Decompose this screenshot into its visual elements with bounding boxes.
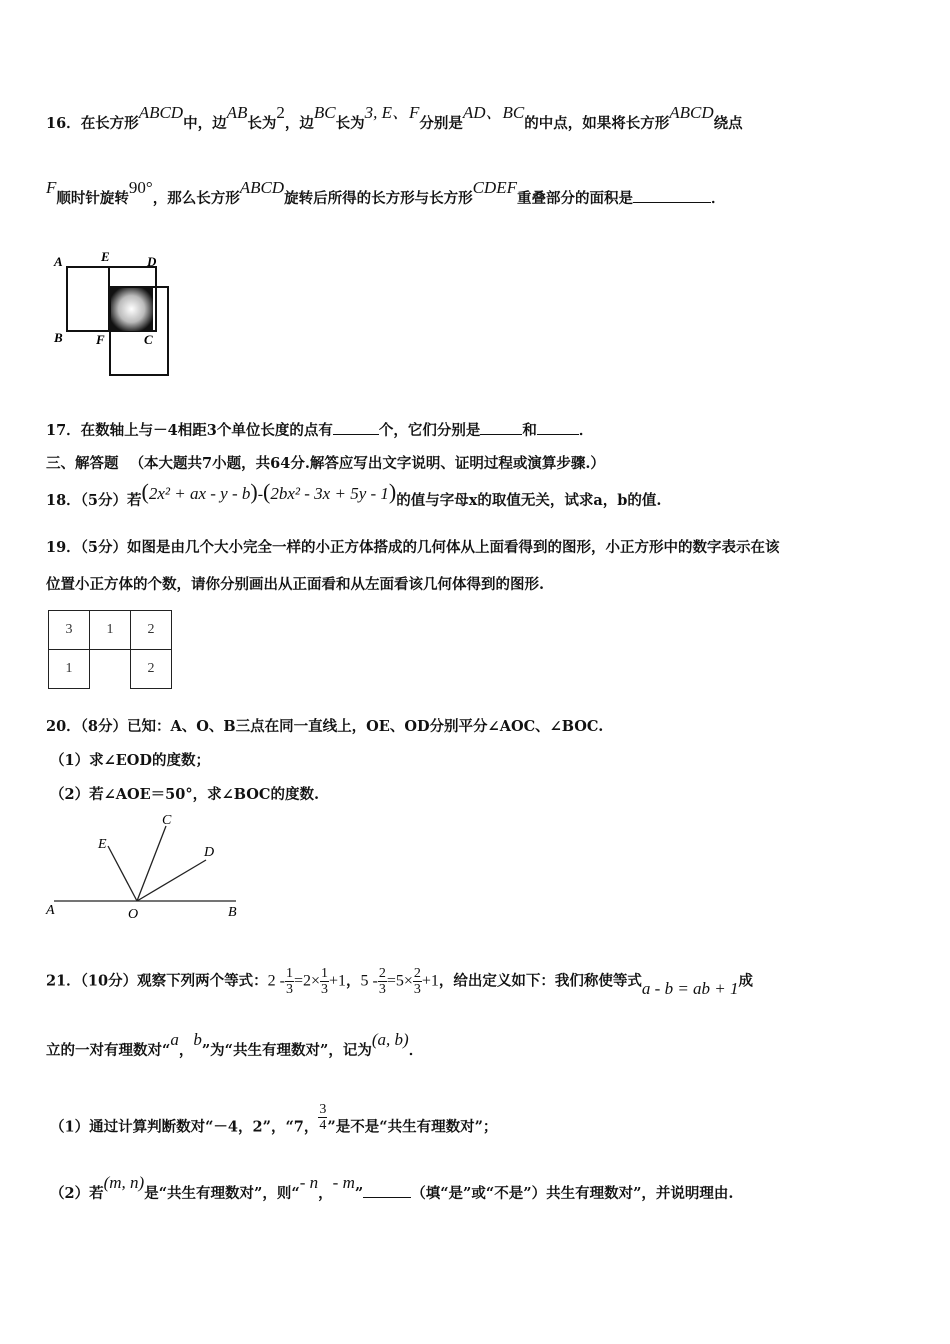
frac-den: 4 [319,1118,327,1133]
label-O: O [128,907,139,922]
frac-den: 3 [285,982,293,997]
q16-number: 16． [46,115,81,132]
math-F: F [46,178,57,197]
grid-cell: 3 [49,611,90,650]
q21-text: ． [408,1042,424,1059]
answer-blank [633,188,711,203]
answer-blank [333,420,379,435]
math-neg-n: - n [299,1173,319,1192]
q19-line2: 位置小正方体的个数，请你分别画出从正面看和从左面看该几何体得到的图形. [46,576,545,593]
grid-cell: 1 [90,611,131,650]
math-mn-pair: (m, n) [103,1173,145,1192]
label-B: B [54,330,63,345]
q21-text: （1）通过计算判断数对“－4，2”，“7， [50,1118,319,1136]
q16-text: ． [710,190,726,207]
q21-text: ， [318,1185,333,1202]
q16-text: ，边 [284,115,314,132]
q16-text: 旋转后所得的长方形与长方形 [284,190,473,207]
q21-line2 [46,1030,424,1061]
frac-num: 1 [320,966,328,981]
grid-row [49,650,172,689]
frac-den: 3 [413,982,421,997]
overlap-shaded-region [110,287,153,331]
frac-num: 2 [413,966,421,981]
label-A: A [54,254,63,269]
q17-text: 和 [522,422,537,439]
math-ADBC: AD、BC [462,103,525,122]
q18-suffix: 的值与字母x的取值无关，试求a，b的值. [396,492,662,509]
q19-line1: 19．（5分）如图是由几个大小完全一样的小正方体搭成的几何体从上面看得到的图形，小正方形中的数字表示在该 [46,539,780,556]
q20-line3: （2）若∠AOE＝50°，求∠BOC的度数. [50,786,319,803]
q21-text: ”为“共生有理数对”，记为 [201,1042,372,1059]
q20-line2: （1）求∠EOD的度数； [50,752,210,769]
eq2-part: +1 [421,972,439,990]
q21-text: 成 [738,972,754,990]
q16-line2 [46,178,726,209]
math-neg-m: - m [332,1173,355,1192]
math-BC: BC [313,103,336,122]
q21-line1 [46,966,753,997]
q18-expr1: 2x² + ax - y - b [148,484,251,503]
q16-text: 绕点 [713,115,743,132]
math-AB: AB [226,103,248,122]
answer-blank [537,420,579,435]
label-C: C [162,813,172,828]
eq1-part: +1 [328,972,347,990]
q16-text: 分别是 [419,115,463,132]
q21-text: （2）若 [50,1185,104,1202]
frac-num: 2 [378,966,386,981]
math-ABCD: ABCD [669,103,714,122]
math-ab-pair: (a, b) [371,1030,409,1049]
q16-text: 的中点，如果将长方形 [524,115,670,132]
answer-blank [480,420,522,435]
math-definition: a - b = ab + 1 [641,978,739,998]
fraction-2-3 [378,966,387,997]
math-ABCD: ABCD [239,178,285,197]
grid-cell: 2 [131,650,172,689]
grid-row [49,611,172,650]
label-D: D [147,254,157,269]
eq2-part: =5× [386,972,413,990]
ray-OE [108,846,137,901]
grid-cell: 2 [131,611,172,650]
q20-line1: 20．（8分）已知：A、O、B三点在同一直线上，OE、OD分别平分∠AOC、∠BOC. [46,718,604,735]
answer-blank [363,1183,411,1198]
q21-text: ，给出定义如下：我们称使等式 [438,972,642,990]
fraction-2-3 [413,966,422,997]
q17-text: 17．在数轴上与－4相距3个单位长度的点有 [46,422,333,439]
q18-line: 18．（5分）若(2x² + ax - y - b)-(2bx² - 3x + 5y - 1)的值与字母x的取值无关，试求a，b的值. [46,479,662,509]
section3-heading [46,454,605,474]
q21-part1 [50,1102,498,1143]
q18-minus: - [257,486,264,503]
q17-text: 个，它们分别是 [378,422,481,439]
label-E: E [101,249,110,264]
ray-OC [137,826,166,901]
comma: ， [346,972,361,990]
q16-text: 顺时针旋转 [56,190,129,207]
q16-rectangle-figure [44,248,179,382]
q21-text: ”是不是“共生有理数对”； [327,1118,498,1136]
q20-angle-figure [40,810,250,925]
q21-text: 立的一对有理数对“ [46,1042,171,1059]
section-title: 三、解答题 [46,455,119,472]
q16-line1 [46,103,743,134]
math-CDEF: CDEF [472,178,517,197]
label-C: C [144,332,153,347]
section-desc: （本大题共7小题，共64分.解答应写出文字说明、证明过程或演算步骤.） [129,455,605,472]
ray-OD [137,860,206,901]
label-D: D [204,845,215,860]
math-ABCD: ABCD [138,103,184,122]
top-view-grid [48,610,172,689]
math-3EF: 3, E、F [364,103,420,122]
label-B: B [228,905,237,920]
q21-text: ， [178,1042,194,1059]
frac-num: 3 [319,1102,327,1117]
grid-cell-empty [90,650,131,689]
q21-prefix: 21．（10分）观察下列两个等式： [46,972,268,990]
math-a: a [170,1030,179,1049]
eq1-part: 2 - [267,972,285,990]
q18-expr2: 2bx² - 3x + 5y - 1 [270,484,389,503]
q21-part2 [50,1173,734,1204]
math-b: b [193,1030,202,1049]
label-F: F [96,332,105,347]
q16-text: 长为 [247,115,277,132]
q16-text: 中，边 [183,115,227,132]
frac-den: 3 [320,982,328,997]
q16-text: 长为 [335,115,365,132]
frac-num: 1 [285,966,293,981]
label-E: E [98,837,107,852]
eq2-part: 5 - [360,972,378,990]
eq1-part: =2× [293,972,320,990]
q21-text: ” [354,1185,364,1202]
q17-line [46,420,593,441]
q16-text: 在长方形 [80,115,139,132]
grid-cell: 1 [49,650,90,689]
q16-text: 重叠部分的面积是 [516,190,633,207]
math-2: 2 [276,103,285,122]
fraction-1-3 [320,966,329,997]
label-A: A [46,903,55,918]
q16-text: ，那么长方形 [152,190,240,207]
q21-text: （填“是”或“不是”）共生有理数对”，并说明理由. [411,1185,734,1202]
q21-text: 是“共生有理数对”，则“ [144,1185,300,1202]
frac-den: 3 [378,982,386,997]
q17-text: ． [578,422,594,439]
fraction-3-4 [318,1102,327,1133]
q18-prefix: 18．（5分）若 [46,492,142,509]
fraction-1-3 [285,966,294,997]
math-90deg: 90° [128,178,153,197]
